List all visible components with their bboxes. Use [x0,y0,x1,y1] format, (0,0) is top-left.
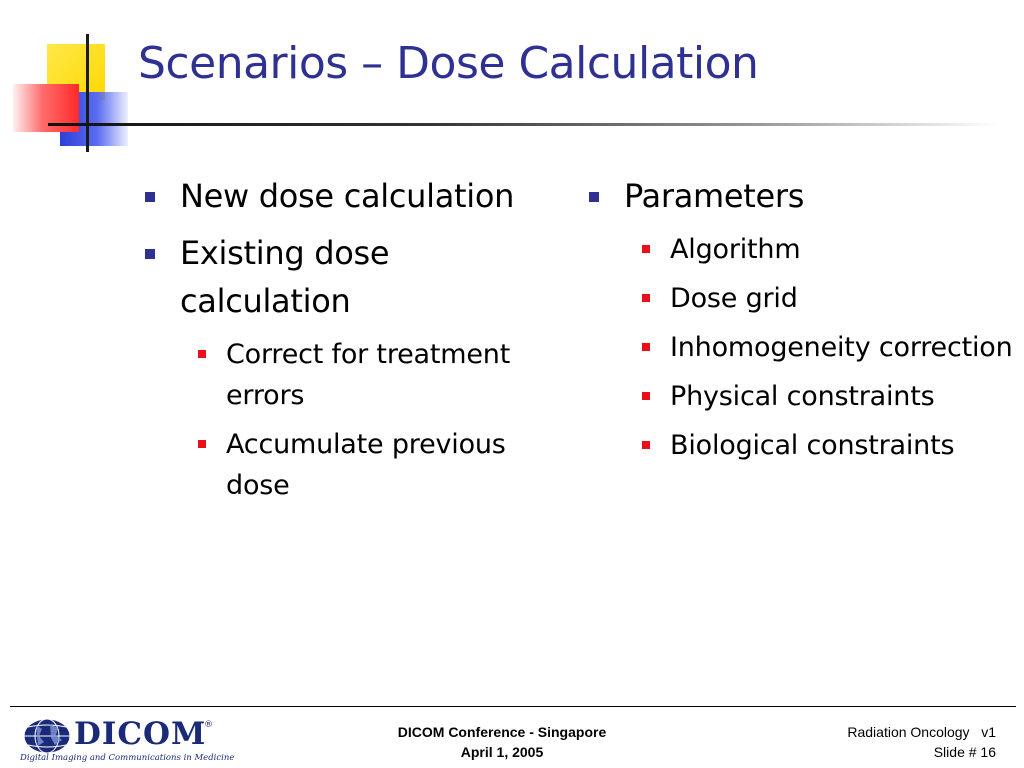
logo-wordmark: DICOM [74,716,207,752]
footer-divider [10,706,1016,707]
sub-bullet-item [632,376,1016,417]
footer-center [362,722,642,762]
conference-name: DICOM Conference - Singapore [397,724,607,740]
sub-bullet-item [632,425,1016,466]
left-bullet-column [142,172,562,514]
sub-bullet-text: Algorithm [670,234,801,265]
right-bullet-column [586,172,1016,474]
square-bullet-icon [642,441,650,449]
square-bullet-icon [145,249,155,259]
conference-date: April 1, 2005 [460,744,544,760]
slide-number: Slide # 16 [933,744,996,760]
bullet-text: New dose calculation [180,177,515,215]
logo-registered-mark: ® [204,720,213,730]
slide-title: Scenarios – Dose Calculation [138,38,759,89]
sub-bullet-text: Dose grid [670,283,798,314]
title-underline-rule [48,123,998,126]
sub-bullet-item [632,278,1016,319]
square-bullet-icon [642,294,650,302]
square-bullet-icon [198,440,206,448]
sub-bullet-text: Physical constraints [670,381,935,412]
square-bullet-icon [642,392,650,400]
sub-bullet-text: Accumulate previous dose [226,429,506,501]
sub-bullet-text: Biological constraints [670,430,955,461]
sub-bullet-text: Inhomogeneity correction [670,332,1013,363]
square-bullet-icon [642,343,650,351]
square-bullet-icon [589,192,599,202]
sub-bullet-text: Correct for treatment errors [226,339,511,411]
bullet-item [586,172,1016,220]
footer-right [847,722,996,762]
globe-icon [22,716,72,756]
bullet-text: Existing dose calculation [180,234,390,320]
square-bullet-icon [642,245,650,253]
square-bullet-icon [145,192,155,202]
bullet-item [142,229,562,325]
sub-bullet-item [188,334,562,416]
sub-bullet-item [188,424,562,506]
bullet-text: Parameters [624,177,805,215]
bullet-item [142,172,562,220]
vertical-rule-decoration [86,34,89,152]
logo-tagline: Digital Imaging and Communications in Medicine [20,753,235,763]
square-bullet-icon [198,350,206,358]
presentation-name: Radiation Oncology v1 [847,724,996,740]
sub-bullet-item [632,327,1016,368]
dicom-logo [20,712,235,766]
sub-bullet-item [632,229,1016,270]
